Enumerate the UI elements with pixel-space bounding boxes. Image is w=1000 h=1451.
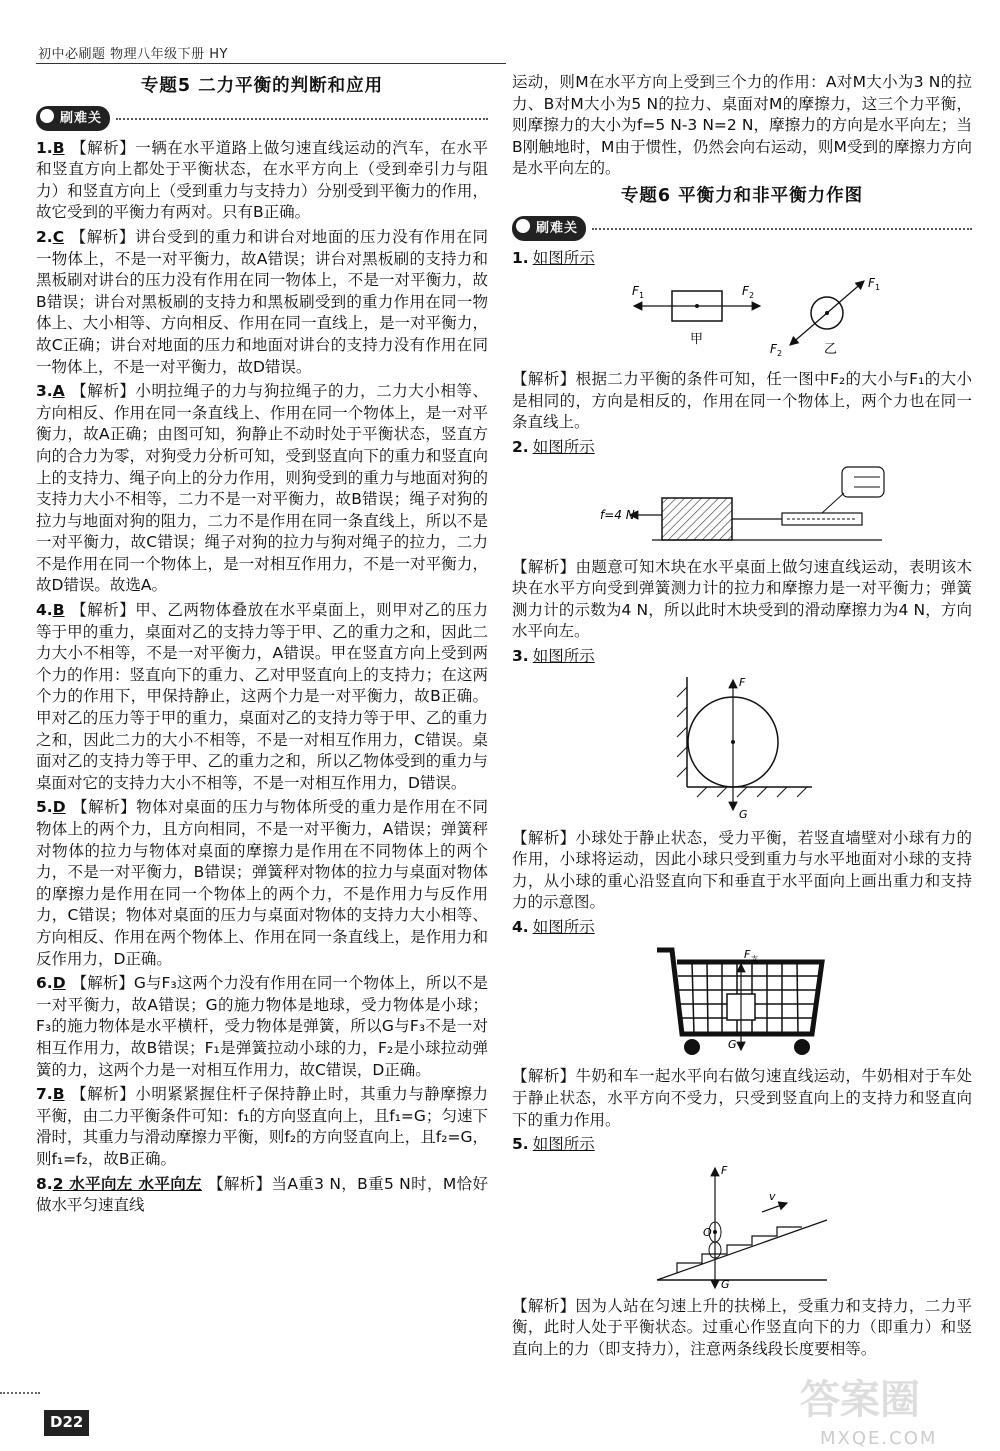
watermark-logo: 答案圈 <box>800 1377 920 1423</box>
svg-text:F: F <box>868 276 875 291</box>
badge-dots <box>592 228 972 230</box>
item-explanation: 【解析】一辆在水平道路上做匀速直线运动的汽车，在水平和竖直方向上都处于平衡状态，在水平方向上（受到牵引力与阻力）和竖直方向上（受到重力与支持力）分别受到平衡力的作用，故它受到的平衡力有两对。只有B正确。 <box>36 138 488 222</box>
svg-text:O: O <box>703 1225 712 1239</box>
item-explanation: 【解析】小明拉绳子的力与狗拉绳子的力，二力大小相等、方向相反、作用在同一条直线上、作用在同一个物体上，是一对平衡力，故A正确；由图可知，狗静止不动时处于平衡状态，竖直方向的合力为零，对狗受力分析可知，受到竖直向下的重力和竖直向上的支持力、绳子向上的分力作用，则狗受到的重力与地面对狗的支持力大小不相等，二力不是一对平衡力，故B错误；绳子对狗的拉力与地面对狗的阻力，二力不是作用在同一条直线上，所以不是一对平衡力，故C错误；绳子对狗的拉力与狗对绳子的拉力，二力不是作用在同一个物体上，是一对相互作用力，不是一对平衡力，故D错误。故选A。 <box>36 382 488 595</box>
svg-text:F: F <box>742 284 749 299</box>
answer-item <box>36 1084 488 1170</box>
ball-corner-diagram <box>667 672 817 822</box>
svg-text:支: 支 <box>751 955 758 964</box>
right-column <box>512 72 972 1364</box>
badge-label: 刷难关 <box>36 106 110 132</box>
answer-item <box>36 1174 488 1217</box>
answer-item <box>36 600 488 794</box>
answer-item <box>36 227 488 378</box>
section6-title: 专题6 平衡力和非平衡力作图 <box>620 185 864 206</box>
corner-dots <box>0 1392 40 1394</box>
q3-figure <box>512 672 972 822</box>
force-diagram-jia-yi <box>592 273 892 363</box>
q1-figure <box>512 273 972 363</box>
item-explanation: 【解析】G与F₃这两个力没有作用在同一个物体上，所以不是一对平衡力，故A错误；G的施力物体是地球，受力物体是小球；F₃的施力物体是水平横杆，受力物体是弹簧，所以G与F₃不是一对相互作用力，故B错误；F₁是弹簧拉动小球的力，F₂是小球拉动弹簧的力，这两个力是一对相互作用力，故C错误，D正确。 <box>36 974 488 1079</box>
item-number: 6. <box>36 974 53 993</box>
shopping-cart-diagram <box>652 942 832 1060</box>
answer-item <box>36 381 488 597</box>
item-answer: A <box>52 382 65 401</box>
svg-text:2: 2 <box>777 349 783 359</box>
q2-head-text: 如图所示 <box>532 437 595 456</box>
q4-explanation: 【解析】牛奶和车一起水平向右做匀速直线运动，牛奶相对于车处于静止状态，水平方向不受力，只受到竖直向上的支持力和竖直向下的重力作用。 <box>512 1067 972 1129</box>
spring-scale-diagram <box>592 463 892 551</box>
svg-text:v: v <box>769 1189 776 1203</box>
q4-head <box>512 917 972 939</box>
badge-label: 刷难关 <box>512 216 586 242</box>
label-jia: 甲 <box>690 332 704 348</box>
q2-number: 2. <box>512 437 529 456</box>
q2-figure <box>512 463 972 551</box>
svg-text:G: G <box>721 1277 730 1290</box>
answer-item <box>36 973 488 1081</box>
item-number: 3. <box>36 382 53 401</box>
q1-explanation: 【解析】根据二力平衡的条件可知，任一图中F₂的大小与F₁的大小是相同的，方向是相反的，作用在同一个物体上，两个力也在同一条直线上。 <box>512 370 972 432</box>
answer-item <box>36 138 488 224</box>
escalator-diagram <box>647 1160 837 1290</box>
item-number: 5. <box>36 798 53 817</box>
q3-number: 3. <box>512 646 529 665</box>
item-answer: B <box>52 601 65 620</box>
q8-continuation: 运动，则M在水平方向上受到三个力的作用：A对M大小为3 N的拉力、B对M大小为5 N的拉力、桌面对M的摩擦力，这三个力平衡，则摩擦力的大小为f=5 N-3 N=2 N，摩擦力的方向是水平向左；当B刚触地时，M由于惯性，仍然会向右运动，则M受到的摩擦力方向是水平向左的。 <box>512 73 972 178</box>
badge-dots <box>116 118 488 120</box>
q5-number: 5. <box>512 1135 529 1154</box>
svg-text:1: 1 <box>875 283 881 293</box>
svg-text:2: 2 <box>749 291 755 301</box>
section5-badge <box>36 106 488 132</box>
page-number: D22 <box>44 1410 89 1436</box>
friction-label: f=4 N <box>600 507 635 522</box>
section5-title: 专题5 二力平衡的判断和应用 <box>140 76 384 96</box>
item-explanation: 【解析】甲、乙两物体叠放在水平桌面上，则甲对乙的压力等于甲的重力，桌面对乙的支持力等于甲、乙的重力之和，因此二力大小不相等，不是一对平衡力，A错误。甲在竖直方向上受到两个力的作用：竖直向下的重力、乙对甲竖直向上的支持力；在这两个力的作用下，甲保持静止，这两个力是一对平衡力，故B正确。甲对乙的压力等于甲的重力，桌面对乙的支持力等于甲、乙的重力之和，因此二力的大小不相等，不是一对相互作用力，C错误。桌面对乙的支持力等于甲、乙的重力之和，所以乙物体受到的重力与桌面对它的支持力大小不相等，不是一对相互作用力，D错误。 <box>36 601 488 792</box>
q3-head <box>512 646 972 668</box>
q2-head <box>512 437 972 459</box>
q5-explanation: 【解析】因为人站在匀速上升的扶梯上，受重力和支持力，二力平衡，此时人处于平衡状态。过重心作竖直向下的力（即重力）和竖直向上的力（即支持力），注意两条线段长度要相等。 <box>512 1296 972 1359</box>
item-answer: B <box>52 1085 65 1104</box>
item-answer: D <box>52 798 66 817</box>
svg-text:F: F <box>632 284 639 299</box>
item-explanation: 【解析】小明紧紧握住杆子保持静止时，其重力与静摩擦力平衡，由二力平衡条件可知：f₁的方向竖直向上，且f₁=G；匀速下滑时，其重力与滑动摩擦力平衡，则f₂的方向竖直向上，且f₂=G，则f₁=f₂，故B正确。 <box>36 1085 488 1168</box>
item-answer: C <box>52 227 65 246</box>
item-number: 1. <box>36 138 53 157</box>
item-number: 7. <box>36 1085 53 1104</box>
svg-text:F: F <box>721 1163 728 1177</box>
q3-head-text: 如图所示 <box>532 646 595 665</box>
q5-head <box>512 1134 972 1156</box>
item-explanation: 【解析】当A重3 N，B重5 N时，M恰好做水平匀速直线 <box>36 1174 488 1215</box>
q1-head <box>512 248 972 270</box>
label-yi: 乙 <box>824 342 838 358</box>
svg-text:F: F <box>744 948 751 962</box>
q3-explanation: 【解析】小球处于静止状态，受力平衡，若竖直墙壁对小球有力的作用，小球将运动，因此小球只受到重力与水平地面对小球的支持力，从小球的重心沿竖直向下和垂直于水平面向上画出重力和支持力的示意图。 <box>512 828 972 912</box>
header-rule <box>36 63 506 64</box>
q5-head-text: 如图所示 <box>532 1135 595 1154</box>
watermark-url: MXQE.COM <box>820 1428 938 1449</box>
item-explanation: 【解析】物体对桌面的压力与物体所受的重力是作用在不同物体上的两个力，且方向相同，不是一对平衡力，A错误；弹簧秤对物体的拉力与物体对桌面的摩擦力是作用在不同物体上的两个力，不是一对平衡力，B错误；弹簧秤对物体的拉力与桌面对物体的摩擦力是作用在同一个物体上的两个力，不是作用力与反作用力，C错误；物体对桌面的压力与桌面对物体的支持力大小相等、方向相反、作用在两个物体上、作用在同一条直线上，是作用力和反作用力，D正确。 <box>36 798 488 968</box>
item-answer: B <box>52 138 65 157</box>
svg-text:G: G <box>728 1038 737 1052</box>
q5-figure <box>512 1160 972 1290</box>
q2-explanation: 【解析】由题意可知木块在水平桌面上做匀速直线运动，表明该木块在水平方向受到弹簧测力计的拉力和摩擦力是一对平衡力；弹簧测力计的示数为4 N，所以此时木块受到的滑动摩擦力为4 N，方向水平向左。 <box>512 557 972 641</box>
item-number: 8. <box>36 1174 53 1193</box>
q4-figure <box>512 942 972 1060</box>
section5-items <box>36 138 488 1217</box>
svg-text:G: G <box>739 807 748 821</box>
q1-head-text: 如图所示 <box>532 248 595 267</box>
answer-item <box>36 797 488 970</box>
item-answer: 2 水平向左 水平向左 <box>52 1174 202 1193</box>
section6-badge <box>512 216 972 242</box>
svg-text:F: F <box>770 342 777 357</box>
item-number: 4. <box>36 601 53 620</box>
item-answer: D <box>52 974 66 993</box>
left-column <box>36 72 488 1220</box>
q4-head-text: 如图所示 <box>532 917 595 936</box>
item-number: 2. <box>36 227 53 246</box>
svg-text:F: F <box>739 675 746 689</box>
svg-text:1: 1 <box>639 291 645 301</box>
q1-number: 1. <box>512 248 529 267</box>
q4-number: 4. <box>512 917 529 936</box>
page-header: 初中必刷题 物理八年级下册 HY <box>38 47 228 62</box>
item-explanation: 【解析】讲台受到的重力和讲台对地面的压力没有作用在同一物体上，不是一对平衡力，故A错误；讲台对黑板刷的支持力和黑板刷对讲台的压力没有作用在同一物体上，不是一对平衡力，故B错误；讲台对黑板刷的支持力和黑板刷受到的重力作用在同一物体上、大小相等、方向相反、作用在同一直线上，是一对平衡力，故C正确；讲台对地面的压力和地面对讲台的支持力没有作用在同一物体上，不是一对平衡力，故D错误。 <box>36 227 488 376</box>
